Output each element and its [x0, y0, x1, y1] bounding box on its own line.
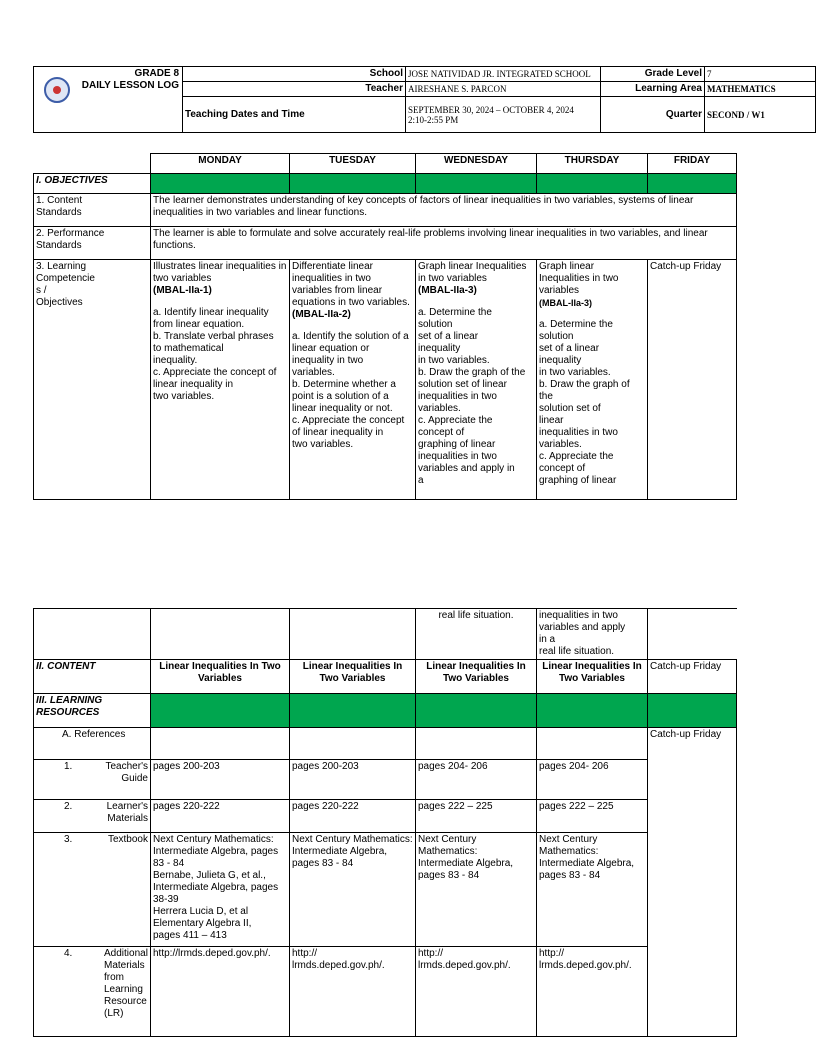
green-band [648, 174, 737, 194]
thursday-competency: Graph linear Inequalities in two variables [539, 261, 619, 296]
learning-area-label: Learning Area [601, 82, 705, 97]
textbook-text: Textbook [107, 834, 148, 845]
quarter-value: SECOND / W1 [705, 97, 816, 133]
wednesday-code: (MBAL-IIa-3) [418, 285, 477, 296]
grade-level-label: Grade Level [601, 67, 705, 82]
tb-thursday: Next Century Mathematics: Intermediate Algebra, pages 83 - 84 [537, 833, 648, 947]
wednesday-continued: real life situation. [416, 609, 537, 660]
green-band [151, 174, 290, 194]
blank-cell [290, 728, 416, 760]
blank-cell [416, 728, 537, 760]
deped-seal-icon [44, 77, 70, 103]
wednesday-objectives [416, 260, 537, 500]
monday-items: a. Identify linear inequality from linear equation. b. Translate verbal phrases to mathematical inequality. c. Appreciate the concept of linear inequality in two variables. [153, 307, 277, 402]
teachers-guide-text: Teacher's Guide [105, 761, 148, 784]
objectives-table [33, 153, 737, 500]
lm-thursday: pages 222 – 225 [537, 800, 648, 833]
performance-standards-label: 2. Performance Standards [34, 227, 151, 260]
am-thursday: http:// lrmds.deped.gov.ph/. [537, 947, 648, 1037]
tuesday-objectives [290, 260, 416, 500]
green-band [648, 694, 737, 728]
blank-cell [537, 728, 648, 760]
references-friday: Catch-up Friday [648, 728, 737, 1037]
green-band [537, 694, 648, 728]
thursday-code: (MBAL-IIa-3) [539, 298, 592, 308]
teachers-guide-label [34, 760, 151, 800]
content-topic-wednesday: Linear Inequalities In Two Variables [416, 660, 537, 694]
content-standards-text: The learner demonstrates understanding of key concepts of factors of linear inequalities in two variables, systems of linear inequalities in two variables and linear functions. [151, 194, 737, 227]
monday-competency: Illustrates linear inequalities in two variables [153, 261, 287, 284]
content-topic-monday: Linear Inequalities In Two Variables [151, 660, 290, 694]
thursday-objectives [537, 260, 648, 500]
performance-standards-text: The learner is able to formulate and solve accurately real-life problems involving linear inequalities in two variables, and linear functions. [151, 227, 737, 260]
lm-monday: pages 220-222 [151, 800, 290, 833]
additional-materials-label [34, 947, 151, 1037]
learning-area-value: MATHEMATICS [705, 82, 816, 97]
tg-thursday: pages 204- 206 [537, 760, 648, 800]
day-friday: FRIDAY [648, 154, 737, 174]
tg-tuesday: pages 200-203 [290, 760, 416, 800]
tb-tuesday: Next Century Mathematics: Intermediate Algebra, pages 83 - 84 [290, 833, 416, 947]
content-topic-thursday: Linear Inequalities In Two Variables [537, 660, 648, 694]
thursday-continued: inequalities in two variables and apply in a real life situation. [537, 609, 648, 660]
green-band [416, 174, 537, 194]
day-wednesday: WEDNESDAY [416, 154, 537, 174]
content-heading: II. CONTENT [34, 660, 151, 694]
dates-label: Teaching Dates and Time [183, 97, 406, 133]
day-tuesday: TUESDAY [290, 154, 416, 174]
teachers-guide-number: 1. [64, 761, 73, 772]
friday-objectives: Catch-up Friday [648, 260, 737, 500]
green-band [290, 174, 416, 194]
resources-table [33, 608, 737, 1037]
log-title: DAILY LESSON LOG [81, 80, 179, 91]
blank-cell [34, 609, 151, 660]
learners-materials-number: 2. [64, 801, 73, 812]
header-table [33, 66, 816, 133]
header-logo-cell [34, 67, 183, 133]
monday-objectives [151, 260, 290, 500]
tuesday-items: a. Identify the solution of a linear equation or inequality in two variables. b. Determine whether a point is a solution of a linear inequality or not. c. Appreciate the concept of linear inequality in two variables. [292, 331, 409, 450]
thursday-items: a. Determine the solution set of a linear inequality in two variables. b. Draw the graph of the solution set of linear inequalities in two variables. c. Appreciate the concept of graphing of linear [539, 319, 630, 486]
green-band [151, 694, 290, 728]
school-label: School [183, 67, 406, 82]
tuesday-code: (MBAL-IIa-2) [292, 309, 351, 320]
wednesday-competency: Graph linear Inequalities in two variables [418, 261, 527, 284]
content-standards-label: 1. Content Standards [34, 194, 151, 227]
quarter-label: Quarter [601, 97, 705, 133]
content-friday: Catch-up Friday [648, 660, 737, 694]
dates-value: SEPTEMBER 30, 2024 – OCTOBER 4, 2024 2:10-2:55 PM [406, 97, 601, 133]
learners-materials-text: Learner's Materials [106, 801, 148, 824]
teacher-value: AIRESHANE S. PARCON [406, 82, 601, 97]
lm-tuesday: pages 220-222 [290, 800, 416, 833]
blank-cell [648, 609, 737, 660]
additional-materials-number: 4. [64, 948, 73, 959]
day-monday: MONDAY [151, 154, 290, 174]
tg-wednesday: pages 204- 206 [416, 760, 537, 800]
textbook-label [34, 833, 151, 947]
objectives-heading: I. OBJECTIVES [34, 174, 151, 194]
tg-monday: pages 200-203 [151, 760, 290, 800]
blank-cell [151, 609, 290, 660]
am-wednesday: http:// lrmds.deped.gov.ph/. [416, 947, 537, 1037]
tb-monday: Next Century Mathematics: Intermediate Algebra, pages 83 - 84 Bernabe, Julieta G, et al., Intermediate Algebra, pages 38-39 Herrera Lucia D, et al Elementary Algebra II, pages 411 – 413 [151, 833, 290, 947]
lm-wednesday: pages 222 – 225 [416, 800, 537, 833]
blank-cell [290, 609, 416, 660]
additional-materials-text: Additional Materials from Learning Resource (LR) [104, 948, 148, 1019]
green-band [537, 174, 648, 194]
blank-corner [34, 154, 151, 174]
grade-title: GRADE 8 [134, 68, 179, 79]
tuesday-competency: Differentiate linear inequalities in two variables from linear equations in two variables. [292, 261, 410, 308]
learning-competencies-label: 3. Learning Competencie s / Objectives [34, 260, 151, 500]
references-label: A. References [34, 728, 151, 760]
monday-code: (MBAL-IIa-1) [153, 285, 212, 296]
am-monday: http://lrmds.deped.gov.ph/. [151, 947, 290, 1037]
green-band [290, 694, 416, 728]
wednesday-items: a. Determine the solution set of a linear inequality in two variables. b. Draw the graph of the solution set of linear inequalities in two variables. c. Appreciate the concept of graphing of linear inequalities in two variables and apply in a [418, 307, 526, 486]
grade-level-value: 7 [705, 67, 816, 82]
learners-materials-label [34, 800, 151, 833]
tb-wednesday: Next Century Mathematics: Intermediate Algebra, pages 83 - 84 [416, 833, 537, 947]
day-thursday: THURSDAY [537, 154, 648, 174]
am-tuesday: http:// lrmds.deped.gov.ph/. [290, 947, 416, 1037]
green-band [416, 694, 537, 728]
content-topic-tuesday: Linear Inequalities In Two Variables [290, 660, 416, 694]
blank-cell [151, 728, 290, 760]
school-value: JOSE NATIVIDAD JR. INTEGRATED SCHOOL [406, 67, 601, 82]
resources-heading: III. LEARNING RESOURCES [34, 694, 151, 728]
teacher-label: Teacher [183, 82, 406, 97]
textbook-number: 3. [64, 834, 73, 845]
